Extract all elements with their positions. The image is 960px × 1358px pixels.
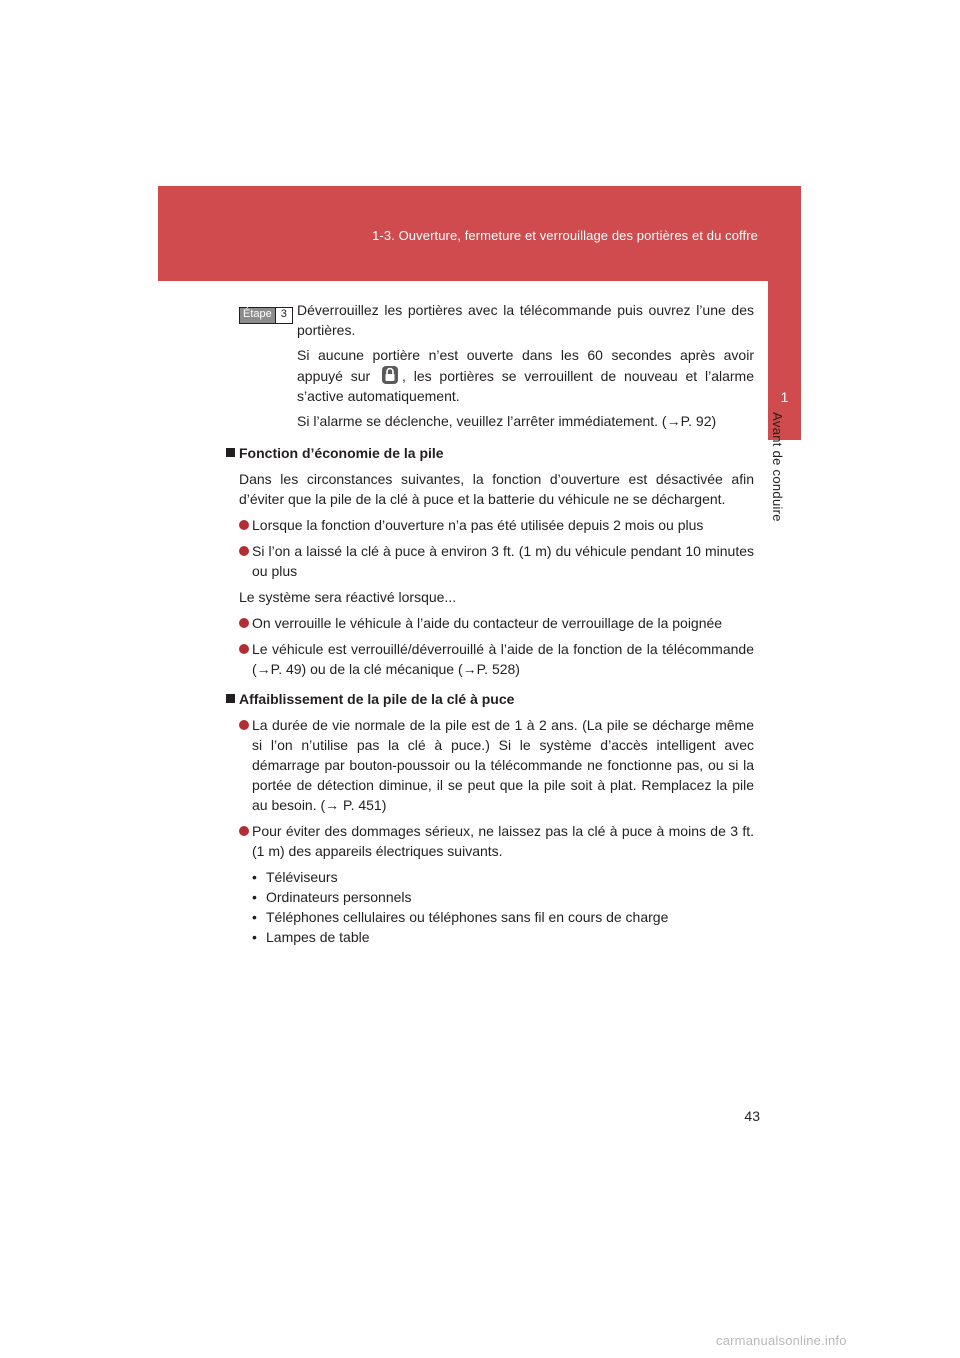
step-detail-after: , les portières se verrouillent de nouveau et l’alarme s’active automatiquement.	[297, 368, 754, 404]
list-item-text: Si l’on a laissé la clé à puce à environ 3 ft. (1 m) du véhicule pendant 10 minutes ou plus	[252, 543, 754, 579]
chapter-label: Avant de conduire	[770, 412, 785, 522]
lock-icon	[380, 365, 400, 385]
step-text	[297, 300, 754, 431]
list-item-text: On verrouille le véhicule à l’aide du contacteur de verrouillage de la poignée	[252, 615, 723, 631]
list-item	[239, 541, 754, 581]
sub-list-item-text: Lampes de table	[266, 929, 370, 945]
sub-list-item: • Lampes de table	[252, 929, 370, 945]
sub-list-item-text: Ordinateurs personnels	[266, 889, 412, 905]
list-item-text: La durée de vie normale de la pile est de 1 à 2 ans. (La pile se décharge même si l’on n’utilise pas la clé à puce.) Si le système d’accès intelligent avec démarrage par bouton-poussoir ou la télécommande ne fonctionne pas, ou si la portée de détection diminue, il se peut que la pile soit à plat. Remplacez la pile au besoin. (→ P. 451)	[252, 717, 754, 813]
square-bullet-icon	[226, 448, 235, 457]
section-header-title: 1-3. Ouverture, fermeture et verrouillage des portières et du coffre	[372, 228, 758, 243]
section-title-text: Affaiblissement de la pile de la clé à puce	[239, 691, 515, 707]
sub-list-item-text: Téléphones cellulaires ou téléphones sans fil en cours de charge	[266, 909, 669, 925]
section-intro: Dans les circonstances suivantes, la fonction d’ouverture est désactivée afin d’éviter que la pile de la clé à puce et la batterie du véhicule ne se déchargent.	[239, 471, 754, 507]
square-bullet-icon	[226, 694, 235, 703]
list-item-text: Pour éviter des dommages sérieux, ne laissez pas la clé à puce à moins de 3 ft. (1 m) des appareils électriques suivants.	[252, 823, 754, 859]
step-main-text: Déverrouillez les portières avec la télécommande puis ouvrez l’une des portières.	[297, 302, 754, 338]
chapter-number: 1	[780, 389, 789, 405]
list-item	[239, 715, 754, 815]
round-bullet-icon	[239, 520, 249, 530]
list-item	[239, 515, 754, 535]
appliance-list	[239, 867, 754, 947]
step-alarm-note: Si l’alarme se déclenche, veuillez l’arrêter immédiatement. (→P. 92)	[297, 413, 717, 429]
list-item-text: Lorsque la fonction d’ouverture n’a pas été utilisée depuis 2 mois ou plus	[252, 517, 704, 533]
section-title-battery-saver	[226, 443, 754, 463]
watermark: carmanualsonline.info	[716, 1333, 847, 1348]
round-bullet-icon	[239, 644, 249, 654]
sub-list-item: • Ordinateurs personnels	[252, 889, 412, 905]
header-band	[158, 186, 801, 281]
sub-list-item-text: Téléviseurs	[266, 869, 338, 885]
step-badge	[239, 307, 293, 324]
section-title-text: Fonction d’économie de la pile	[239, 445, 444, 461]
page-content	[239, 300, 754, 947]
chapter-tab	[768, 186, 801, 440]
round-bullet-icon	[239, 720, 249, 730]
step-badge-label: Étape	[240, 308, 275, 323]
list-item	[239, 821, 754, 861]
step-badge-number: 3	[275, 308, 292, 323]
list-item-text: Le véhicule est verrouillé/déverrouillé à l’aide de la fonction de la télécommande (→P. 49) ou de la clé mécanique (→P. 528)	[252, 641, 754, 677]
step-detail-text	[297, 345, 754, 406]
sub-list-item: • Téléphones cellulaires ou téléphones sans fil en cours de charge	[252, 909, 669, 925]
round-bullet-icon	[239, 826, 249, 836]
round-bullet-icon	[239, 546, 249, 556]
step-block	[239, 300, 754, 431]
sub-list-item: • Téléviseurs	[252, 869, 338, 885]
list-item	[239, 613, 754, 633]
page-number: 43	[744, 1108, 760, 1124]
reactivation-text: Le système sera réactivé lorsque...	[239, 589, 457, 605]
list-item	[239, 639, 754, 679]
step-detail-before: Si aucune portière n’est ouverte dans les 60 secondes après avoir appuyé sur	[297, 347, 754, 384]
section-title-battery-weak	[226, 689, 754, 709]
round-bullet-icon	[239, 618, 249, 628]
